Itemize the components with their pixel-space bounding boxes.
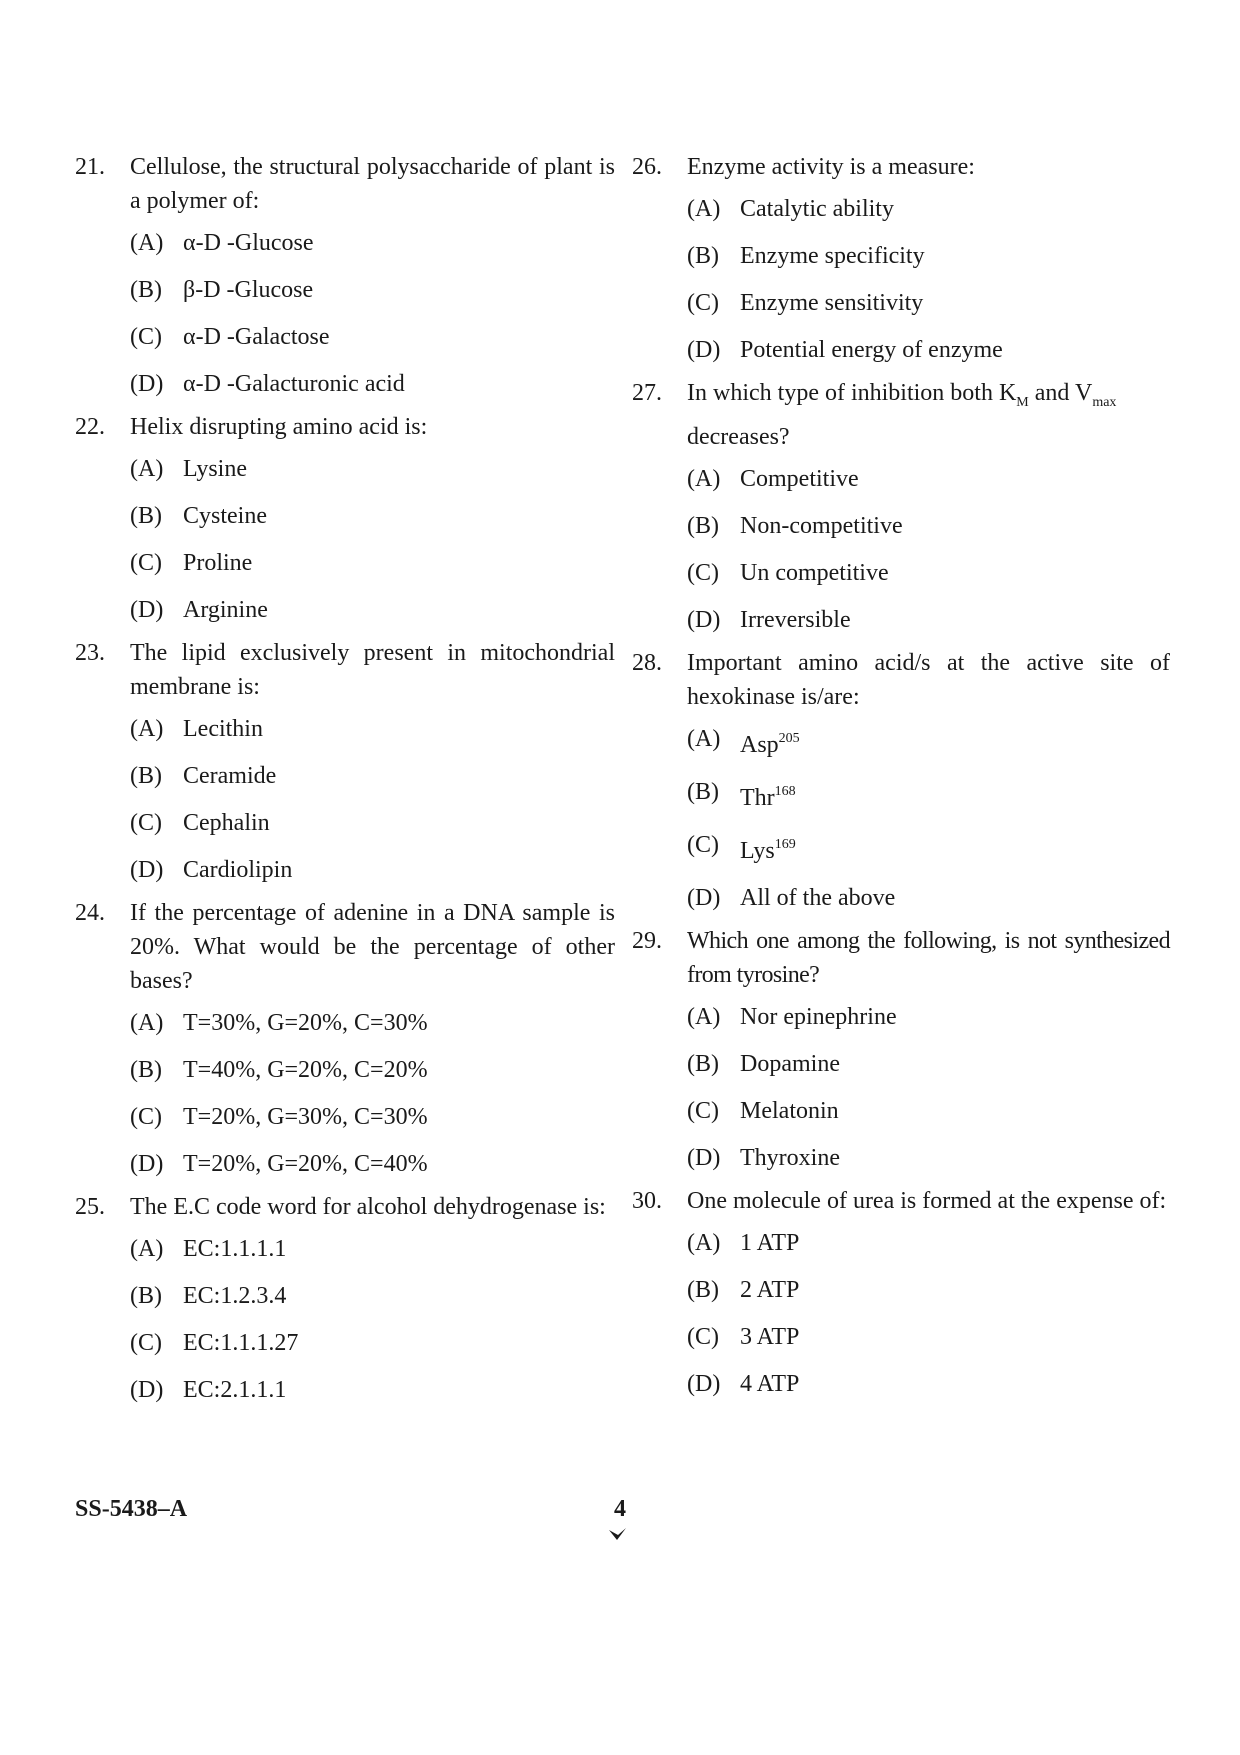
question-number: 26. <box>632 154 662 180</box>
option-b[interactable]: (B) Non-competitive <box>687 513 903 539</box>
right-column <box>632 150 1170 1410</box>
question-stem: Enzyme activity is a measure: <box>687 154 975 180</box>
option-b[interactable]: (B) β-D -Glucose <box>130 277 314 303</box>
question-number: 23. <box>75 640 105 666</box>
option-a[interactable]: (A) T=30%, G=20%, C=30% <box>130 1010 428 1036</box>
option-list <box>687 722 1170 915</box>
question-29 <box>632 924 1170 1175</box>
question-stem: Cellulose, the structural polysaccharide of plant is a polymer of: <box>130 154 615 214</box>
option-d[interactable]: (D) α-D -Galacturonic acid <box>130 371 405 397</box>
option-d[interactable]: (D) All of the above <box>687 885 896 911</box>
question-stem: Helix disrupting amino acid is: <box>130 414 428 440</box>
question-stem: The E.C code word for alcohol dehydrogenase is: <box>130 1194 606 1220</box>
option-d[interactable]: (D) Irreversible <box>687 607 851 633</box>
question-number: 29. <box>632 928 662 954</box>
option-b[interactable]: (B) Dopamine <box>687 1051 840 1077</box>
question-30 <box>632 1184 1170 1401</box>
option-a[interactable]: (A) α-D -Glucose <box>130 230 314 256</box>
option-a[interactable]: (A) Catalytic ability <box>687 196 894 222</box>
question-23 <box>75 636 615 887</box>
question-stem: One molecule of urea is formed at the expense of: <box>687 1188 1167 1214</box>
option-c[interactable]: (C) 3 ATP <box>687 1324 800 1350</box>
option-c[interactable]: (C) Proline <box>130 550 253 576</box>
option-c[interactable]: (C) Un competitive <box>687 560 889 586</box>
question-26 <box>632 150 1170 367</box>
option-d[interactable]: (D) EC:2.1.1.1 <box>130 1377 287 1403</box>
option-c[interactable]: (C) T=20%, G=30%, C=30% <box>130 1104 428 1130</box>
booklet-code: SS-5438–A <box>75 1496 188 1522</box>
page-number: 4 <box>614 1496 626 1522</box>
option-a[interactable]: (A) Lecithin <box>130 716 263 742</box>
vmax-subscript: max <box>1092 395 1117 410</box>
option-a[interactable]: (A) Lysine <box>130 456 247 482</box>
option-list <box>130 226 615 401</box>
residue-superscript: 169 <box>774 837 796 852</box>
option-list <box>130 712 615 887</box>
question-stem: Which one among the following, is not synthesized from tyrosine? <box>687 928 1170 988</box>
option-list <box>687 192 1170 367</box>
option-b[interactable]: (B) Enzyme specificity <box>687 243 925 269</box>
question-number: 21. <box>75 154 105 180</box>
option-a[interactable]: (A) 1 ATP <box>687 1230 800 1256</box>
question-number: 28. <box>632 650 662 676</box>
question-number: 25. <box>75 1194 105 1220</box>
option-b[interactable]: (B) T=40%, G=20%, C=20% <box>130 1057 428 1083</box>
option-list <box>687 1226 1170 1401</box>
option-b[interactable]: (B) Cysteine <box>130 503 267 529</box>
question-stem: Important amino acid/s at the active site of hexokinase is/are: <box>687 650 1170 710</box>
option-a[interactable]: (A) Nor epinephrine <box>687 1004 897 1030</box>
question-21 <box>75 150 615 401</box>
option-list <box>130 452 615 627</box>
question-number: 24. <box>75 900 105 926</box>
option-c[interactable]: (C) α-D -Galactose <box>130 324 330 350</box>
option-b[interactable]: (B) Ceramide <box>130 763 277 789</box>
option-b[interactable]: (B) EC:1.2.3.4 <box>130 1283 287 1309</box>
question-number: 22. <box>75 414 105 440</box>
option-a[interactable]: (A) EC:1.1.1.1 <box>130 1236 287 1262</box>
option-c[interactable]: (C) Melatonin <box>687 1098 839 1124</box>
option-c[interactable]: (C) EC:1.1.1.27 <box>130 1330 299 1356</box>
option-list <box>687 1000 1170 1175</box>
option-d[interactable]: (D) Cardiolipin <box>130 857 293 883</box>
option-c[interactable]: (C) Enzyme sensitivity <box>687 290 924 316</box>
option-b[interactable]: (B) 2 ATP <box>687 1277 800 1303</box>
km-subscript: M <box>1016 395 1029 410</box>
question-22 <box>75 410 615 627</box>
option-d[interactable]: (D) Thyroxine <box>687 1145 840 1171</box>
option-list <box>130 1232 615 1407</box>
option-c[interactable]: (C) Cephalin <box>130 810 270 836</box>
option-d[interactable]: (D) Arginine <box>130 597 268 623</box>
residue-superscript: 205 <box>778 731 800 746</box>
question-24 <box>75 896 615 1181</box>
question-25 <box>75 1190 615 1407</box>
left-column <box>75 150 615 1416</box>
question-28 <box>632 646 1170 915</box>
option-a[interactable]: (A) Competitive <box>687 466 859 492</box>
question-stem: The lipid exclusively present in mitochondrial membrane is: <box>130 640 615 700</box>
option-b[interactable]: (B) Thr$^{168}$ <box>687 779 796 811</box>
check-mark-icon <box>606 1526 630 1546</box>
option-d[interactable]: (D) Potential energy of enzyme <box>687 337 1003 363</box>
option-list <box>687 462 1170 637</box>
question-stem: In which type of inhibition both $K_M$ and $V_{max}$ decreases? <box>687 380 1117 450</box>
option-d[interactable]: (D) 4 ATP <box>687 1371 800 1397</box>
option-list <box>130 1006 615 1181</box>
residue-superscript: 168 <box>774 784 796 799</box>
option-a[interactable]: (A) Asp$^{205}$ <box>687 726 800 758</box>
option-c[interactable]: (C) Lys$^{169}$ <box>687 832 796 864</box>
question-number: 27. <box>632 380 662 406</box>
question-number: 30. <box>632 1188 662 1214</box>
option-d[interactable]: (D) T=20%, G=20%, C=40% <box>130 1151 428 1177</box>
question-stem: If the percentage of adenine in a DNA sample is 20%. What would be the percentage of other bases? <box>130 900 615 994</box>
question-27 <box>632 376 1170 637</box>
